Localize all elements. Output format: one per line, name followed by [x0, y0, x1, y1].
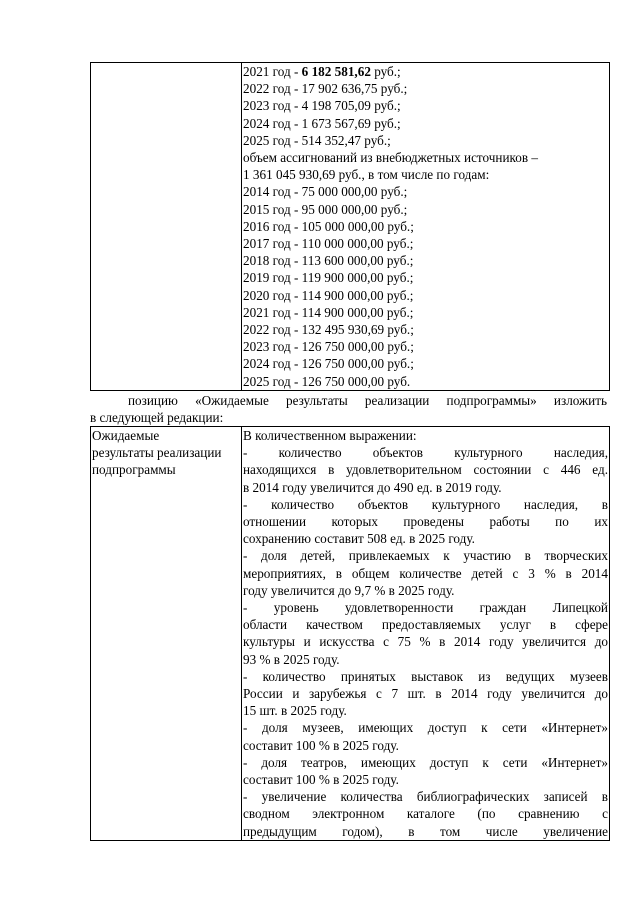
results-table — [90, 426, 610, 841]
financing-line: 2014 год - 75 000 000,00 руб.; — [243, 184, 408, 200]
financing-amount: 6 182 581,62 — [301, 64, 371, 79]
results-line: - доля театров, имеющих доступ к сети «Интернет» — [243, 754, 608, 770]
results-line: - уровень удовлетворенности граждан Липецкой — [243, 600, 608, 616]
financing-line: 2022 год - 132 495 930,69 руб.; — [243, 322, 414, 338]
instruction-paragraph — [90, 392, 607, 426]
results-line: - доля детей, привлекаемых к участию в творческих — [243, 548, 608, 564]
financing-line: 2022 год - 17 902 636,75 руб.; — [243, 81, 408, 97]
results-line: - количество объектов культурного наследия, — [243, 445, 608, 461]
instruction-line-1: позицию «Ожидаемые результаты реализации подпрограммы» изложить — [128, 393, 607, 408]
financing-line: 2025 год - 126 750 000,00 руб. — [243, 373, 411, 389]
financing-line: 2024 год - 1 673 567,69 руб.; — [243, 115, 401, 131]
results-line: - доля музеев, имеющих доступ к сети «Интернет» — [243, 720, 608, 736]
financing-line: 1 361 045 930,69 руб., в том числе по годам: — [243, 167, 490, 183]
results-line: составит 100 % в 2025 году. — [243, 772, 399, 788]
financing-line: 2024 год - 126 750 000,00 руб.; — [243, 356, 414, 372]
results-label-line: подпрограммы — [92, 462, 176, 478]
financing-values-cell — [242, 63, 610, 391]
instruction-line-2: в следующей редакции: — [90, 410, 224, 426]
results-values-cell — [242, 427, 610, 841]
results-line: сохранению составит 508 ед. в 2025 году. — [243, 531, 475, 547]
financing-line: 2023 год - 4 198 705,09 руб.; — [243, 98, 401, 114]
financing-label-cell — [91, 63, 242, 391]
results-line: России и зарубежья с 7 шт. в 2014 году увеличится до — [243, 686, 608, 702]
results-line: находящихся в удовлетворительном состоянии с 446 ед. — [243, 462, 608, 478]
financing-line: 2019 год - 119 900 000,00 руб.; — [243, 270, 414, 286]
financing-line: 2025 год - 514 352,47 руб.; — [243, 132, 391, 148]
results-line: году увеличится до 9,7 % в 2025 году. — [243, 582, 455, 598]
financing-table — [90, 62, 610, 391]
results-line: - количество принятых выставок из ведущих музеев — [243, 668, 608, 684]
results-line: составит 100 % в 2025 году. — [243, 737, 399, 753]
financing-line: 2021 год - 6 182 581,62 руб.; — [243, 64, 401, 79]
results-line: сводном электронном каталоге (по сравнению с — [243, 806, 608, 822]
results-line: 93 % в 2025 году. — [243, 651, 340, 667]
results-line: - увеличение количества библиографических записей в — [243, 789, 608, 805]
results-line: В количественном выражении: — [243, 428, 417, 443]
financing-line: 2018 год - 113 600 000,00 руб.; — [243, 253, 414, 269]
financing-line: 2023 год - 126 750 000,00 руб.; — [243, 339, 414, 355]
results-line: - количество объектов культурного наследия, в — [243, 496, 608, 512]
financing-line: объем ассигнований из внебюджетных источников – — [243, 150, 538, 166]
results-line: области качеством предоставляемых услуг в сфере — [243, 617, 608, 633]
results-line: культуры и искусства с 75 % в 2014 году увеличится до — [243, 634, 608, 650]
results-line: 15 шт. в 2025 году. — [243, 703, 347, 719]
financing-line: 2020 год - 114 900 000,00 руб.; — [243, 287, 414, 303]
financing-line: 2016 год - 105 000 000,00 руб.; — [243, 218, 414, 234]
results-label-cell — [91, 427, 242, 841]
results-line: в 2014 году увеличится до 490 ед. в 2019 году. — [243, 479, 502, 495]
financing-line: 2017 год - 110 000 000,00 руб.; — [243, 236, 414, 252]
results-label-line: результаты реализации — [92, 445, 222, 461]
results-line: мероприятиях, в общем количестве детей с 3 % в 2014 — [243, 565, 608, 581]
results-label-line: Ожидаемые — [92, 428, 160, 443]
financing-line: 2015 год - 95 000 000,00 руб.; — [243, 201, 408, 217]
results-line: отношении которых проведены работы по их — [243, 514, 608, 530]
results-line: предыдущим годом), в том числе увеличение — [243, 823, 608, 839]
financing-line: 2021 год - 114 900 000,00 руб.; — [243, 304, 414, 320]
